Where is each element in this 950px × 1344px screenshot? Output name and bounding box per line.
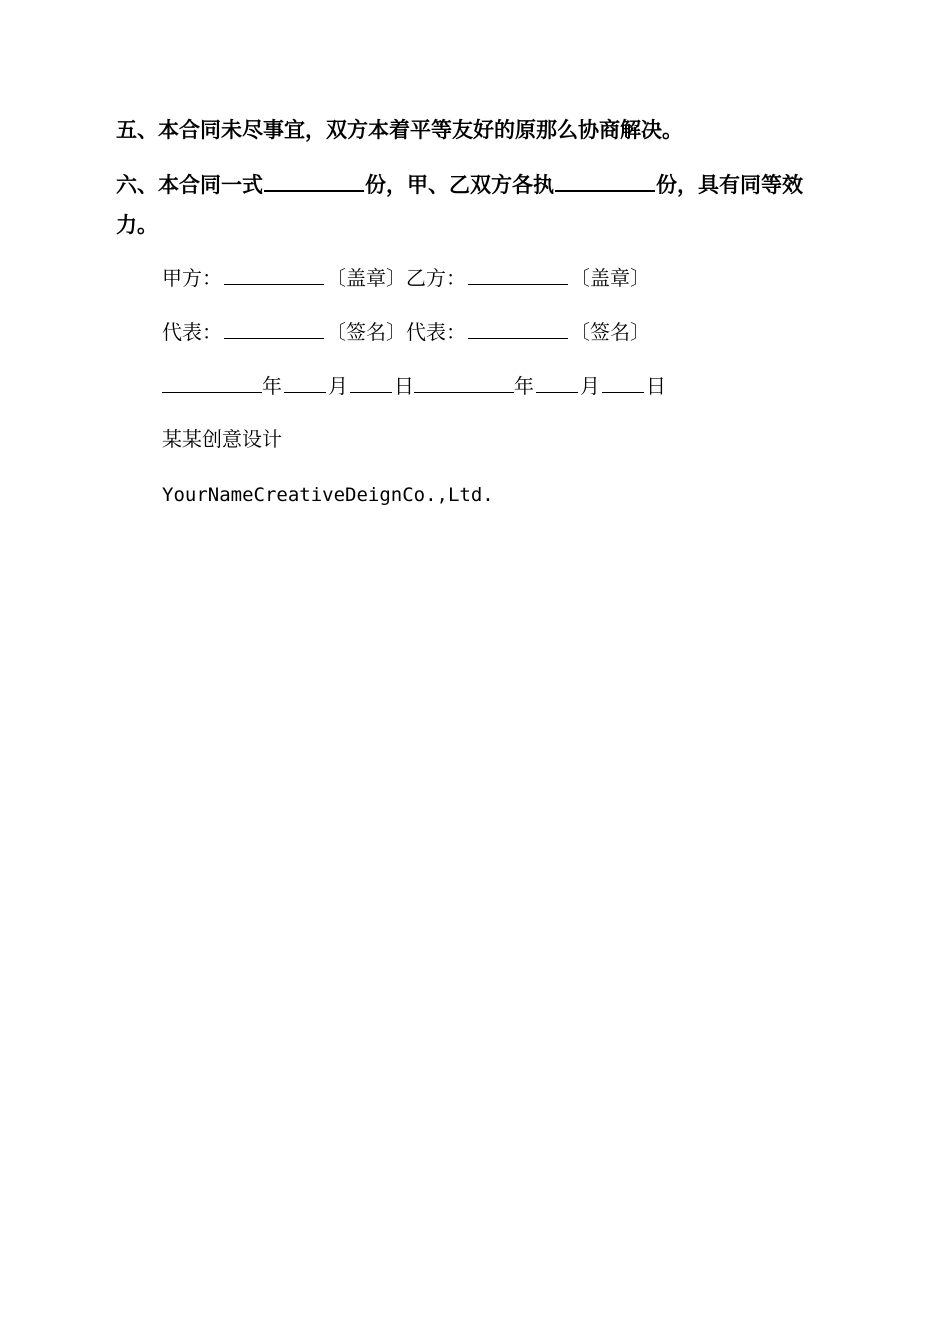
rep-a-blank: [224, 316, 324, 339]
date-a-month-label: 月: [328, 374, 348, 398]
date-b-month-label: 月: [580, 374, 600, 398]
representative-line: [162, 316, 650, 347]
party-a-blank: [224, 262, 324, 285]
copies-each-blank: [555, 164, 655, 192]
date-b-month-blank: [536, 370, 578, 393]
clause-six-text-3: 份，具有同等效力。: [116, 173, 803, 237]
party-a-label: 甲方：: [162, 266, 222, 290]
company-name-cn: 某某创意设计: [162, 427, 282, 451]
party-b-blank: [468, 262, 568, 285]
clause-six: [116, 164, 836, 245]
date-b-day-blank: [602, 370, 644, 393]
date-a-year-blank: [162, 370, 262, 393]
rep-b-sign-label: 〔签名〕: [570, 320, 650, 344]
date-b-year-label: 年: [514, 374, 534, 398]
rep-a-label: 代表：: [162, 320, 222, 344]
company-name-en: YourNameCreativeDeignCo.,Ltd.: [162, 484, 494, 506]
date-a-day-label: 日: [394, 374, 414, 398]
party-a-seal-label: 〔盖章〕: [326, 266, 406, 290]
rep-b-blank: [468, 316, 568, 339]
date-line: [162, 370, 666, 401]
rep-b-label: 代表：: [406, 320, 466, 344]
copies-total-blank: [264, 164, 364, 192]
clause-six-text-1: 六、本合同一式: [116, 173, 263, 197]
party-b-label: 乙方：: [406, 266, 466, 290]
party-b-seal-label: 〔盖章〕: [570, 266, 650, 290]
date-b-day-label: 日: [646, 374, 666, 398]
clause-five-text: 五、本合同未尽事宜，双方本着平等友好的原那么协商解决。: [116, 118, 683, 142]
date-a-day-blank: [350, 370, 392, 393]
date-b-year-blank: [414, 370, 514, 393]
clause-six-text-2: 份，甲、乙双方各执: [365, 173, 554, 197]
party-line: [162, 262, 650, 293]
clause-five: [116, 110, 836, 150]
date-a-year-label: 年: [262, 374, 282, 398]
rep-a-sign-label: 〔签名〕: [326, 320, 406, 344]
date-a-month-blank: [284, 370, 326, 393]
